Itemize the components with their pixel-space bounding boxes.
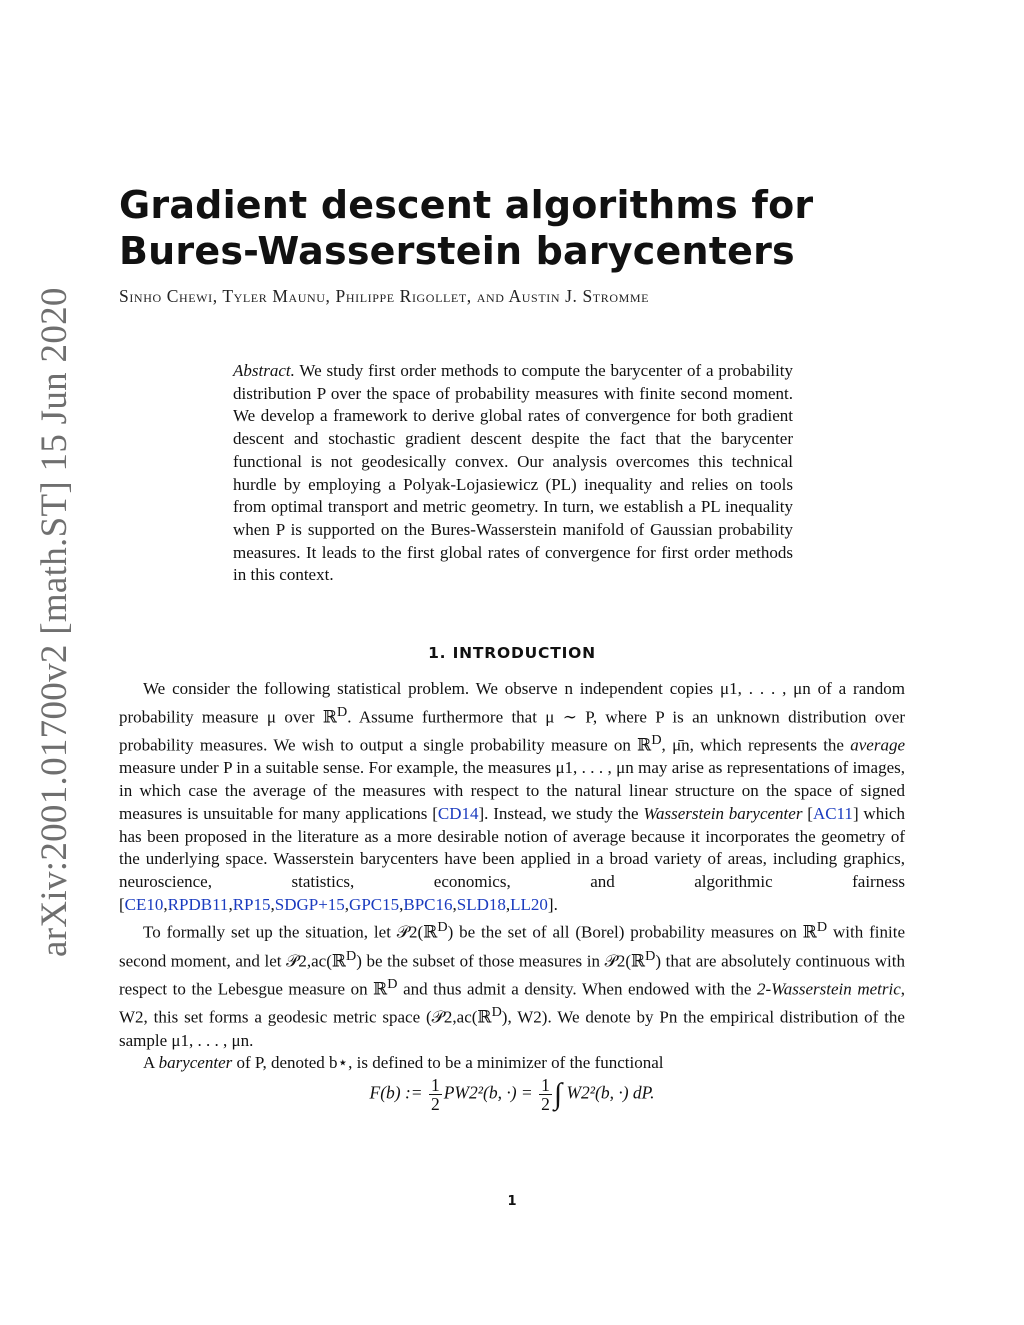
page-number: 1	[507, 1194, 517, 1209]
citation-link[interactable]: RPDB11	[167, 894, 229, 914]
abstract-text: We study first order methods to compute the barycenter of a probability distribution P over the space of probability measures with finite second moment. We develop a framework to derive global rates of convergence for both gradient descent and stochastic gradient descent despite the fact that the barycenter functional is not geodesically convex. Our analysis overcomes this technical hurdle by employing a Polyak-Lojasiewicz (PL) inequality and relies on tools from optimal transport and metric geometry. In turn, we establish a PL inequality when P is supported on the Bures-Wasserstein manifold of Gaussian probability measures. It leads to the first global rates of convergence for first order methods in this context.	[233, 361, 793, 585]
abstract-label: Abstract.	[233, 361, 295, 380]
paper-title	[119, 182, 813, 274]
fraction-one-half: $\frac{1}{2}$	[541, 1075, 550, 1114]
paragraph-1: We consider the following statistical problem. We observe n independent copies μ1, . . . , μn of a random probability measure μ over ℝ$^D$. Assume furthermore that μ ∼ P, where P is an unknown distribution over probability measures. We wish to output a single probability measure on ℝ$^D$, μ̄n, which represents the average measure under P in a suitable sense. For example, the measures μ1, . . . , μn may arise as representations of images, in which case the average of the measures with respect to the natural linear structure on the space of signed measures is unsuitable for many applications [CD14]. Instead, we study the Wasserstein barycenter [AC11] which has been proposed in the literature as a more desirable notion of average because it incorporates the geometry of the underlying space. Wasserstein barycenters have been applied in a broad variety of areas, including graphics, neuroscience, statistics, economics, and algorithmic fairness [CE10,RPDB11,RP15,SDGP+15,GPC15,BPC16,SLD18,LL20].	[119, 679, 906, 914]
citation-link[interactable]: CE10	[124, 894, 164, 914]
paragraph-2: To formally set up the situation, let 𝒫2(ℝ$^D$) be the set of all (Borel) probability measures on ℝ$^D$ with finite second moment, and let 𝒫2,ac(ℝ$^D$) be the subset of those measures in 𝒫2(ℝ$^D$) that are absolutely continuous with respect to the Lebesgue measure on ℝ$^D$ and thus admit a density. When endowed with the 2-Wasserstein metric, W2, this set forms a geodesic metric space (𝒫2,ac(ℝ$^D$), W2). We denote by Pn the empirical distribution of the sample μ1, . . . , μn.	[119, 919, 906, 1050]
arxiv-identifier-stamp: arXiv:2001.01700v2 [math.ST] 15 Jun 2020	[34, 287, 75, 957]
citation-link[interactable]: RP15	[232, 894, 271, 914]
author-list: Sinho Chewi, Tyler Maunu, Philippe Rigollet, and Austin J. Stromme	[119, 286, 650, 306]
citation-link[interactable]: AC11	[812, 803, 853, 823]
section-heading-introduction: 1. INTRODUCTION	[428, 644, 596, 662]
citation-link[interactable]: SLD18	[456, 894, 506, 914]
introduction-body	[119, 678, 905, 1075]
paragraph-3: A barycenter of P, denoted b⋆, is defined to be a minimizer of the functional	[143, 1053, 664, 1073]
citation-link[interactable]: BPC16	[403, 894, 453, 914]
fraction-one-half: $\frac{1}{2}$	[430, 1075, 440, 1114]
barycenter-functional-equation: F(b) := $\frac{1}{2}$ PW2²(b, ·) = $\frac{1}{2}$ ∫ W2²(b, ·) dP.	[369, 1075, 655, 1114]
title-line-1: Gradient descent algorithms for	[119, 183, 814, 227]
abstract	[233, 360, 793, 587]
citation-link[interactable]: LL20	[510, 894, 548, 914]
citation-link[interactable]: GPC15	[349, 894, 400, 914]
integral-sign: ∫	[553, 1077, 563, 1111]
title-line-2: Bures-Wasserstein barycenters	[119, 229, 795, 273]
citation-link[interactable]: SDGP+15	[274, 894, 345, 914]
citation-link[interactable]: CD14	[437, 803, 479, 823]
